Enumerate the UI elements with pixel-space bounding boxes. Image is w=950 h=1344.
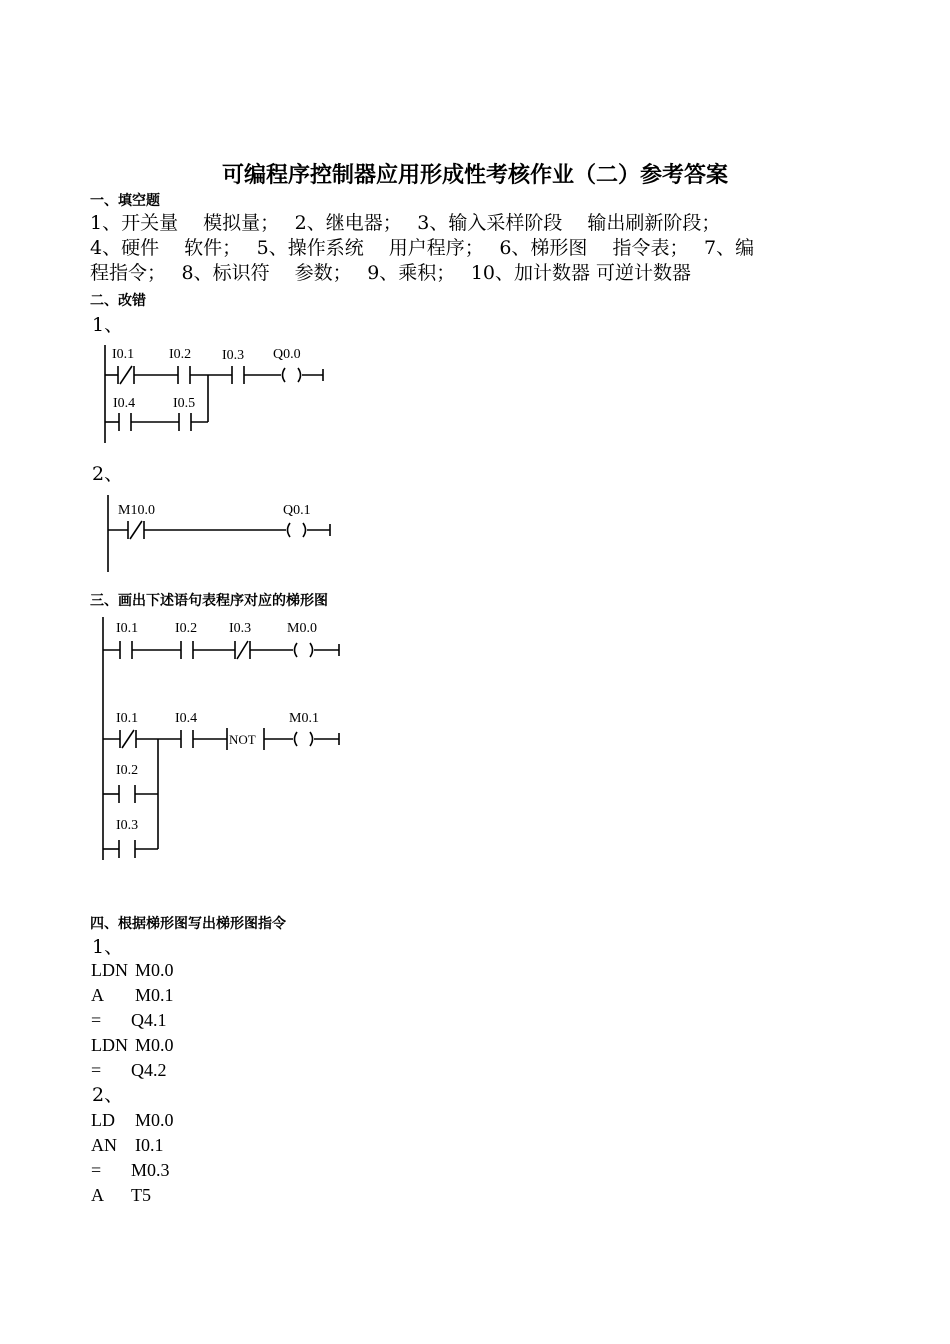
instr-line: = Q4.2: [91, 1060, 167, 1080]
fill-blank-line-2: 4、硬件 软件； 5、操作系统 用户程序； 6、梯形图 指令表； 7、编: [90, 237, 755, 259]
d3-label-i01: I0.1: [116, 621, 139, 636]
section-heading-draw-ladder: 三、画出下述语句表程序对应的梯形图: [90, 593, 328, 609]
instr-item-1: 1、: [92, 936, 124, 958]
instr-item-2: 2、: [92, 1084, 124, 1106]
d1-label-q00: Q0.0: [273, 347, 301, 362]
d3-label-i03: I0.3: [229, 621, 252, 636]
instr-line: A T5: [91, 1185, 151, 1205]
d3-not-label: NOT: [229, 732, 256, 747]
instr-line: A M0.1: [91, 985, 174, 1005]
d1-label-i03: I0.3: [222, 348, 245, 363]
d1-label-i02: I0.2: [169, 347, 192, 362]
instr-line: LDN M0.0: [91, 960, 174, 980]
fill-blank-line-3: 程指令； 8、标识符 参数； 9、乘积； 10、加计数器 可逆计数器: [90, 262, 692, 284]
instr-line: LD M0.0: [91, 1110, 174, 1130]
d3-label-m00: M0.0: [287, 621, 317, 636]
d1-label-i01: I0.1: [112, 347, 135, 362]
d2-label-m100: M10.0: [118, 503, 155, 518]
ladder-diagram-3: [95, 612, 355, 867]
section-heading-write-instructions: 四、根据梯形图写出梯形图指令: [90, 916, 286, 932]
d1-label-i05: I0.5: [173, 396, 196, 411]
fill-blank-line-1: 1、开关量 模拟量； 2、继电器； 3、输入采样阶段 输出刷新阶段；: [90, 212, 721, 234]
section-heading-correction: 二、改错: [90, 293, 146, 309]
ladder-diagram-1: [95, 340, 355, 450]
ladder-diagram-2: [98, 490, 348, 580]
instr-line: LDN M0.0: [91, 1035, 174, 1055]
page-title: 可编程序控制器应用形成性考核作业（二）参考答案: [221, 163, 728, 188]
instr-line: = Q4.1: [91, 1010, 167, 1030]
d2-label-q01: Q0.1: [283, 503, 311, 518]
d3-label-i02: I0.2: [175, 621, 198, 636]
correction-item-2: 2、: [92, 463, 124, 485]
instr-line: AN I0.1: [91, 1135, 164, 1155]
d3-label-i03b: I0.3: [116, 818, 139, 833]
correction-item-1: 1、: [92, 314, 124, 336]
d3-label-m01: M0.1: [289, 711, 319, 726]
instr-line: = M0.3: [91, 1160, 170, 1180]
section-heading-fill-blank: 一、填空题: [90, 193, 160, 209]
d1-label-i04: I0.4: [113, 396, 136, 411]
d3-label-i01b: I0.1: [116, 711, 139, 726]
d3-label-i02b: I0.2: [116, 763, 139, 778]
d3-label-i04: I0.4: [175, 711, 198, 726]
